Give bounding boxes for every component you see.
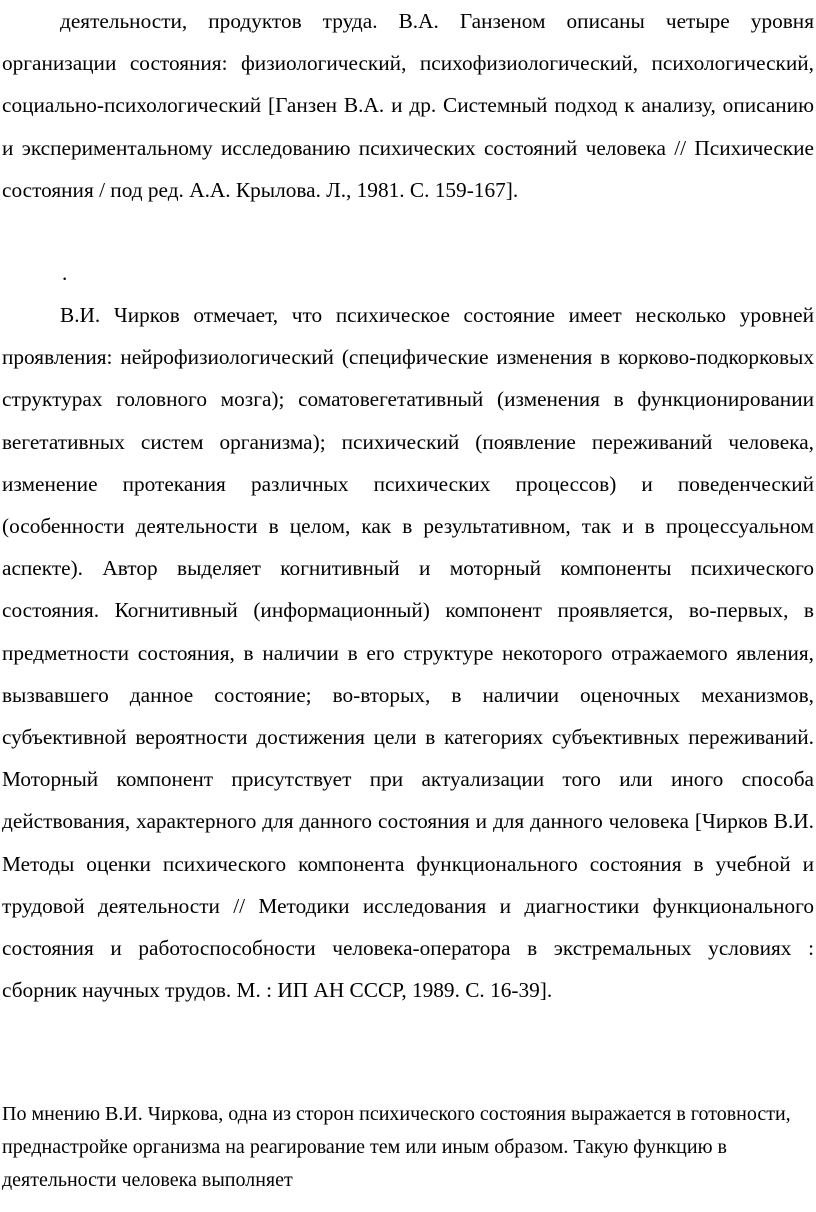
paragraph-chirkov-levels: В.И. Чирков отмечает, что психическое состояние имеет несколько уровней проявления: нейрофизиологический (специфические изменения в корково-подкорковых структурах головного мозга); соматовегетативный (изменения в функционировании вегетативных систем организма); психический (появление переживаний человека, изменение протекания различных психических процессов) и поведенческий (особенности деятельности в целом, как в результативном, так и в процессуальном аспекте). Автор выделяет когнитивный и моторный компоненты психического состояния. Когнитивный (информационный) компонент проявляется, во-первых, в предметности состояния, в наличии в его структуре некоторого отражаемого явления, вызвавшего данное состояние; во-вторых, в наличии оценочных механизмов, субъективной вероятности достижения цели в категориях субъективных переживаний. Моторный компонент присутствует при актуализации того или иного способа действования, характерного для данного состояния и для данного человека [Чирков В.И. Методы оценки психического компонента функционального состояния в учебной и трудовой деятельности // Методики исследования и диагностики функционального состояния и работоспособности человека-оператора в экстремальных условиях : сборник научных трудов. М. : ИП АН СССР, 1989. С. 16-39].: [2, 303, 814, 1003]
paragraph-ganzen-levels: деятельности, продуктов труда. В.А. Ганзеном описаны четыре уровня организации состояния: физиологический, психофизиологический, психологический, социально-психологический [Ганзен В.А. и др. Системный подход к анализу, описанию и экспериментальному исследованию психических состояний человека // Психические состояния / под ред. А.А. Крылова. Л., 1981. С. 159-167].: [2, 9, 814, 202]
paragraph-chirkov-readiness: По мнению В.И. Чиркова, одна из сторон психического состояния выражается в готовности, преднастройке организма на реагирование тем или иным образом. Такую функцию в деятельности человека выполняет: [2, 1103, 791, 1191]
separator-dot: .: [62, 261, 68, 285]
